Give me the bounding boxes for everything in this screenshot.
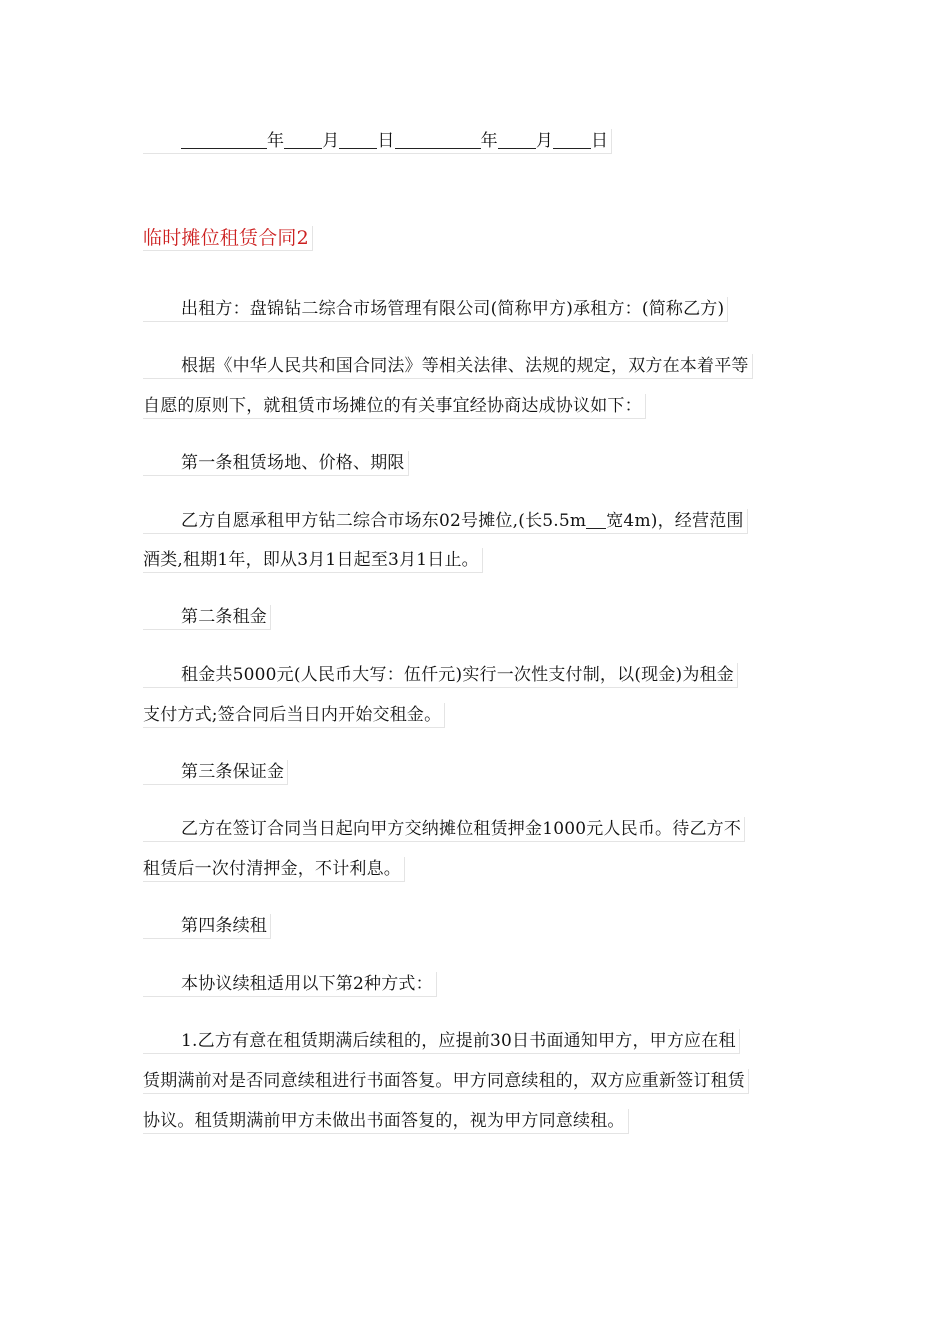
blank-underline: [339, 131, 377, 149]
article-1-title: 第一条租赁场地、价格、期限: [143, 451, 409, 476]
date-month-label: 月: [535, 131, 554, 151]
article-2-line-2: 支付方式;签合同后当日内开始交租金。: [143, 703, 445, 728]
parties-paragraph: 出租方：盘锦钻二综合市场管理有限公司(简称甲方)承租方：(简称乙方): [143, 297, 728, 322]
article-1-text-b: 宽4m)，经营范围: [606, 511, 744, 531]
date-day-label: 日: [591, 131, 609, 151]
article-4-item-1-line-2: 赁期满前对是否同意续租进行书面答复。甲方同意续租的，双方应重新签订租赁: [143, 1069, 749, 1094]
article-3-title: 第三条保证金: [143, 760, 288, 785]
date-year-label: 年: [480, 131, 498, 151]
article-4-item-1-line-3: 协议。租赁期满前甲方未做出书面答复的，视为甲方同意续租。: [143, 1109, 629, 1134]
preamble-line-1: 根据《中华人民共和国合同法》等相关法律、法规的规定，双方在本着平等: [143, 354, 753, 379]
article-4-intro: 本协议续租适用以下第2种方式：: [143, 972, 437, 997]
blank-underline: [284, 131, 322, 149]
date-month-label: 月: [322, 131, 340, 151]
contract-heading: 临时摊位租赁合同2: [143, 226, 313, 251]
blank-underline: [553, 131, 591, 149]
blank-underline: [181, 131, 267, 149]
article-3-line-1: 乙方在签订合同当日起向甲方交纳摊位租赁押金1000元人民币。待乙方不: [143, 817, 745, 842]
article-4-item-1-line-1: 1.乙方有意在租赁期满后续租的，应提前30日书面通知甲方，甲方应在租: [143, 1029, 740, 1054]
date-line: [143, 129, 612, 154]
date-year-label: 年: [267, 131, 285, 151]
article-1-line-1: [143, 509, 748, 534]
article-1-text-a: 乙方自愿承租甲方钻二综合市场东02号摊位,(长5.5m: [181, 511, 587, 531]
article-4-title: 第四条续租: [143, 914, 271, 939]
date-day-label: 日: [377, 131, 395, 151]
article-2-line-1: 租金共5000元(人民币大写：伍仟元)实行一次性支付制，以(现金)为租金: [143, 663, 738, 688]
article-2-title: 第二条租金: [143, 605, 271, 630]
article-1-line-2: 酒类,租期1年，即从3月1日起至3月1日止。: [143, 548, 483, 573]
blank-underline: [498, 131, 536, 149]
preamble-line-2: 自愿的原则下，就租赁市场摊位的有关事宜经协商达成协议如下：: [143, 394, 646, 419]
blank-underline: [586, 511, 606, 529]
article-3-line-2: 租赁后一次付清押金，不计利息。: [143, 857, 405, 882]
blank-underline: [395, 131, 481, 149]
